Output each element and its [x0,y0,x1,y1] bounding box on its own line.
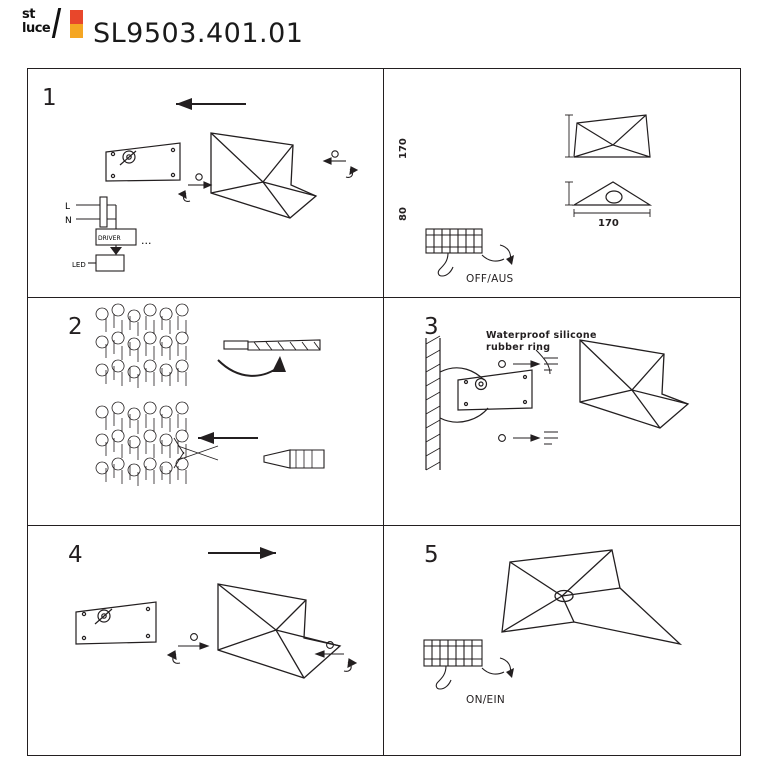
screwdriver-icon [324,151,357,178]
step-cell-3 [384,298,740,527]
bracket-icon [106,143,180,181]
step-cell-dimensions [384,69,740,298]
step-number-4: 4 [68,542,83,569]
step-cell-1 [28,69,384,298]
step-number-1: 1 [42,85,57,111]
wall-icon [426,336,440,470]
lamp-icon [580,340,688,428]
header [0,0,768,62]
step-cell-4 [28,526,384,755]
step-number-2: 2 [68,313,83,340]
brand-logo [22,6,76,50]
label-L: L [65,202,71,212]
screw-icon-left [168,634,208,664]
lamp-icon [502,550,680,644]
steps-grid [27,68,741,756]
page-title: SL9503.401.01 [93,18,304,49]
arrow-icon-curve [218,356,286,376]
label-driver: DRIVER [98,235,121,242]
dimension-depth: 80 [398,207,409,221]
wall-hatching-icon-bottom [96,402,188,486]
bracket-icon [440,367,532,421]
step-number-5: 5 [424,542,439,569]
dimension-height: 170 [398,138,409,159]
switch-state-on: ON/EIN [466,694,506,707]
label-led: LED [72,261,86,269]
wall-anchor-icon [174,438,324,468]
dimension-illustration [384,69,741,298]
waterproof-note-line2: rubber ring [486,341,551,353]
screw-icon [179,174,211,202]
waterproof-note-line1: Waterproof silicone [486,329,597,341]
step1-illustration [28,69,385,298]
screw-icon-bottom [499,432,558,444]
step-cell-5 [384,526,740,755]
switch-state-off: OFF/AUS [466,273,514,285]
step-number-3: 3 [424,313,439,340]
lamp-icon [218,584,340,678]
arrow-icon [176,98,246,110]
step5-illustration [384,526,741,755]
step4-illustration [28,526,385,755]
dimension-width: 170 [598,218,619,229]
lamp-icon [211,133,316,218]
step2-illustration [28,298,385,527]
drill-bit-icon [224,340,320,350]
wall-hatching-icon-top [96,304,188,388]
step3-illustration [384,298,741,527]
wiring-diagram-icon [76,197,136,271]
logo-text-bottom: luce [22,21,51,36]
step-cell-2 [28,298,384,527]
logo-square-orange [70,24,83,38]
terminal-block-icon [426,229,482,253]
label-N: N [65,216,72,226]
logo-square-red [70,10,83,24]
lamp-front-view-icon [574,115,650,157]
arrow-icon [208,547,276,559]
label-dots: ... [141,234,152,247]
lamp-side-view-icon [574,182,650,205]
terminal-block-icon [424,640,482,666]
bracket-icon [76,602,156,644]
arrow-icon-insert [198,432,258,444]
logo-text-top: st [22,7,35,22]
